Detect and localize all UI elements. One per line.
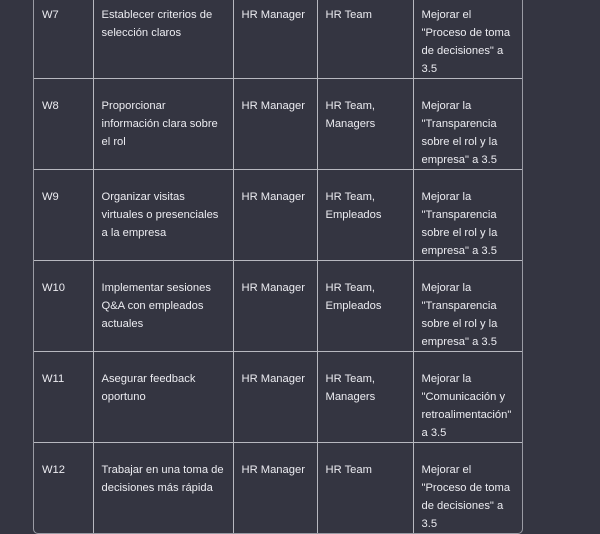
goal-cell: Mejorar el "Proceso de toma de decisiones" a 3.5 xyxy=(421,464,511,530)
table-row xyxy=(34,261,522,352)
owner-cell: HR Manager xyxy=(233,0,317,79)
table-row xyxy=(34,79,522,170)
owner-cell: HR Manager xyxy=(233,170,317,261)
action-cell: Organizar visitas virtuales o presenciales a la empresa xyxy=(93,170,233,261)
goal-cell: Mejorar la "Comunicación y retroalimentación" a 3.5 xyxy=(413,352,522,443)
table-row xyxy=(34,352,522,443)
table-row xyxy=(34,0,522,79)
table-row xyxy=(34,443,522,534)
team-cell: HR Team xyxy=(317,0,413,79)
team-cell: HR Team, Empleados xyxy=(317,170,413,261)
goal-cell: Mejorar el "Proceso de toma de decisiones" a 3.5 xyxy=(413,0,522,79)
owner-cell: HR Manager xyxy=(233,352,317,443)
action-cell: Proporcionar información clara sobre el rol xyxy=(93,79,233,170)
row-id-cell: W11 xyxy=(34,352,93,443)
owner-cell: HR Manager xyxy=(233,443,317,534)
goal-cell: Mejorar la "Transparencia sobre el rol y la empresa" a 3.5 xyxy=(413,79,522,170)
table-row xyxy=(34,170,522,261)
action-cell: Trabajar en una toma de decisiones más rápida xyxy=(93,443,233,534)
goal-cell: Mejorar la "Transparencia sobre el rol y la empresa" a 3.5 xyxy=(413,170,522,261)
row-id-cell: W12 xyxy=(34,443,93,534)
action-plan-table-container xyxy=(33,0,523,534)
action-cell: Implementar sesiones Q&A con empleados actuales xyxy=(93,261,233,352)
team-cell: HR Team xyxy=(317,443,413,534)
goal-cell: Mejorar la "Transparencia sobre el rol y la empresa" a 3.5 xyxy=(413,261,522,352)
row-id-cell: W8 xyxy=(34,79,93,170)
action-plan-table xyxy=(34,0,522,533)
action-cell: Asegurar feedback oportuno xyxy=(93,352,233,443)
team-cell: HR Team, Managers xyxy=(317,352,413,443)
row-id-cell: W10 xyxy=(34,261,93,352)
action-cell: Establecer criterios de selección claros xyxy=(93,0,233,79)
team-cell: HR Team, Empleados xyxy=(317,261,413,352)
row-id-cell: W7 xyxy=(34,0,93,79)
row-id-cell: W9 xyxy=(34,170,93,261)
owner-cell: HR Manager xyxy=(233,79,317,170)
team-cell: HR Team, Managers xyxy=(317,79,413,170)
owner-cell: HR Manager xyxy=(233,261,317,352)
